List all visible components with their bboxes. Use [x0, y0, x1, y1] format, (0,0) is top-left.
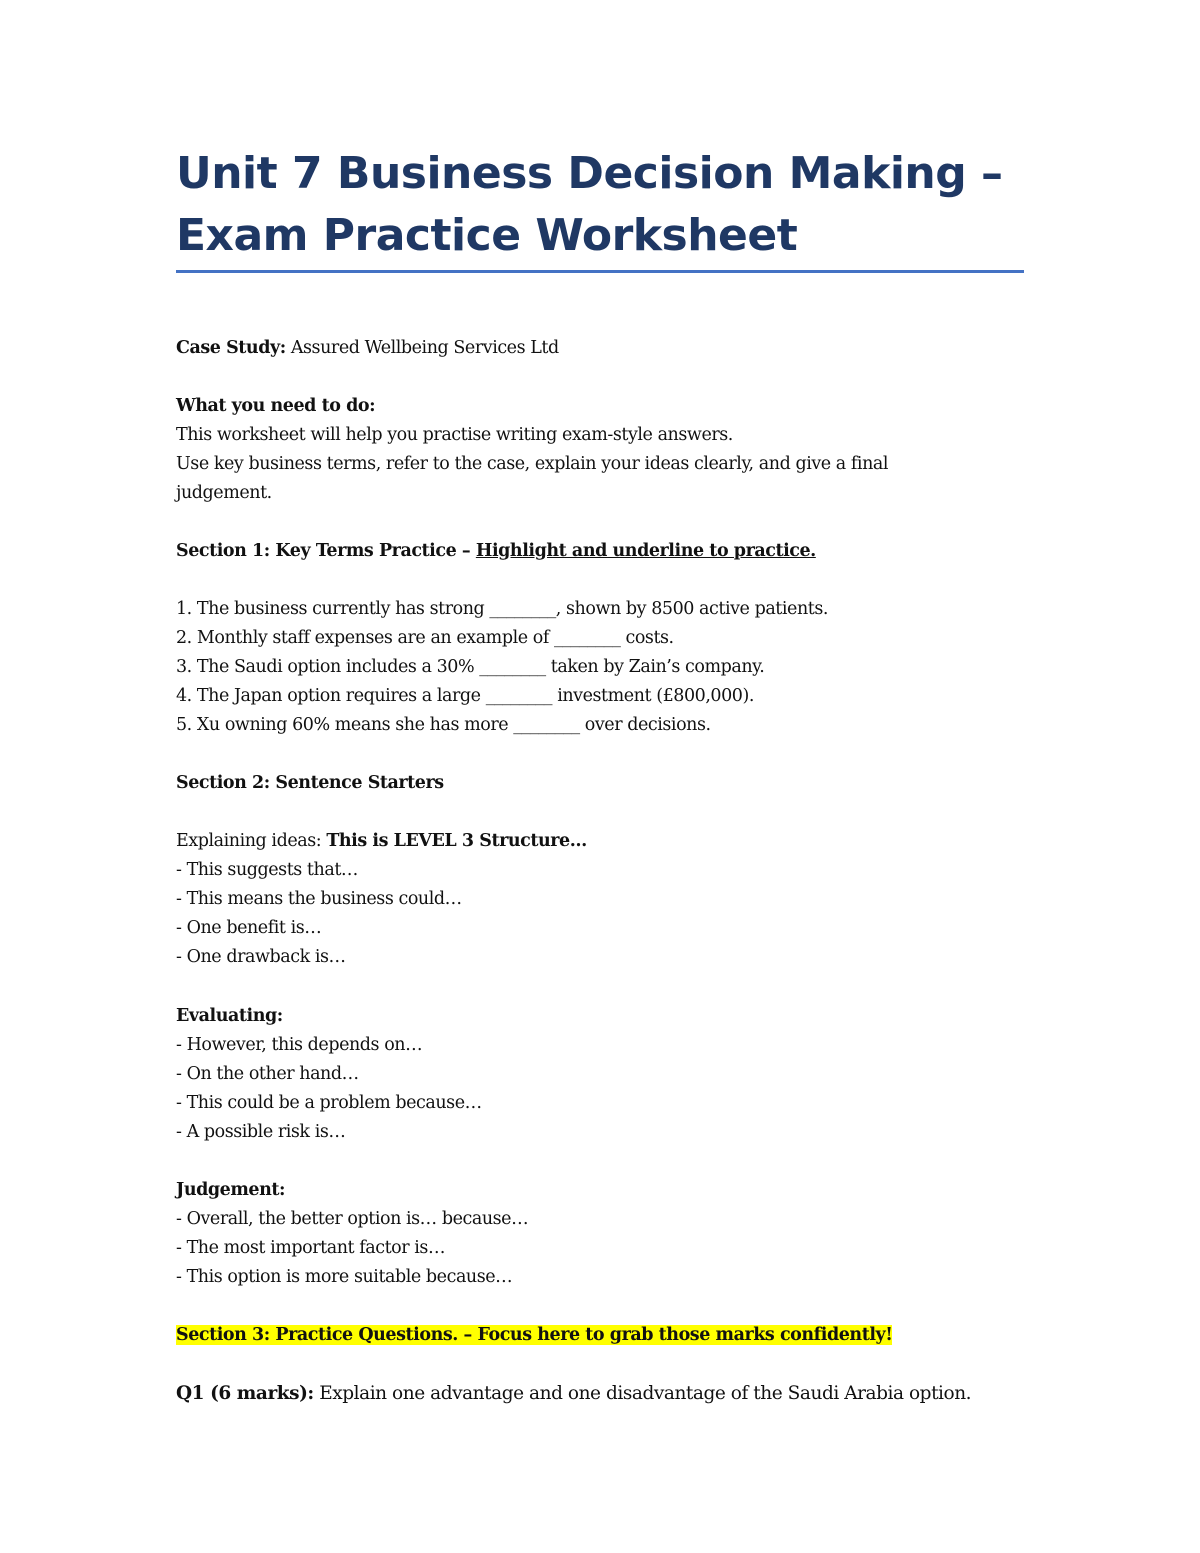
evaluating-block: [176, 1002, 1036, 1147]
section1-underlined-instruction: Highlight and underline to practice.: [475, 541, 816, 561]
explaining-bold-note: This is LEVEL 3 Structure…: [326, 831, 587, 851]
question-1-text: Explain one advantage and one disadvantage of the Saudi Arabia option.: [313, 1383, 972, 1404]
section2-title: Section 2: Sentence Starters: [176, 773, 444, 793]
judgement-block: [176, 1176, 1036, 1292]
key-term-item: 2. Monthly staff expenses are an example of ________ costs.: [176, 628, 674, 648]
title-divider: [176, 270, 1024, 273]
judgement-heading: Judgement:: [176, 1180, 286, 1200]
section1-title: Section 1: Key Terms Practice –: [176, 541, 476, 561]
page-title-line-1: Unit 7 Business Decision Making –: [176, 148, 1003, 199]
explaining-label: Explaining ideas:: [176, 831, 327, 851]
starter-item: - On the other hand…: [176, 1064, 359, 1084]
starter-item: - This means the business could…: [176, 889, 462, 909]
starter-item: - This could be a problem because…: [176, 1093, 482, 1113]
key-term-item: 4. The Japan option requires a large ________ investment (£800,000).: [176, 686, 754, 706]
section3-title: Section 3: Practice Questions. – Focus here to grab those marks confidently!: [176, 1325, 893, 1345]
instructions-line: Use key business terms, refer to the case, explain your ideas clearly, and give a final: [176, 454, 889, 474]
starter-item: - However, this depends on…: [176, 1035, 423, 1055]
starter-item: - A possible risk is…: [176, 1122, 346, 1142]
instructions-block: [176, 392, 1036, 508]
section1-items: [176, 595, 1036, 740]
explaining-block: [176, 827, 1036, 972]
starter-item: - One drawback is…: [176, 947, 346, 967]
case-study-line: [176, 334, 1036, 363]
question-1: [176, 1379, 1036, 1408]
section1-heading: [176, 537, 1036, 566]
key-term-item: 3. The Saudi option includes a 30% ________ taken by Zain’s company.: [176, 657, 765, 677]
case-study-label: Case Study:: [176, 338, 286, 358]
section3-heading: [176, 1321, 1036, 1350]
instructions-heading: What you need to do:: [176, 396, 376, 416]
section2-heading: [176, 769, 1036, 798]
starter-item: - This suggests that…: [176, 860, 358, 880]
starter-item: - The most important factor is…: [176, 1238, 446, 1258]
evaluating-heading: Evaluating:: [176, 1006, 283, 1026]
case-study-value: Assured Wellbeing Services Ltd: [285, 338, 559, 358]
page-title: [176, 143, 1024, 267]
key-term-item: 1. The business currently has strong ________, shown by 8500 active patients.: [176, 599, 828, 619]
key-term-item: 5. Xu owning 60% means she has more ________ over decisions.: [176, 715, 711, 735]
instructions-line: judgement.: [176, 483, 272, 503]
starter-item: - Overall, the better option is… because…: [176, 1209, 529, 1229]
instructions-line: This worksheet will help you practise writing exam-style answers.: [176, 425, 733, 445]
starter-item: - One benefit is…: [176, 918, 322, 938]
page-title-line-2: Exam Practice Worksheet: [176, 210, 798, 261]
question-1-label: Q1 (6 marks):: [176, 1383, 314, 1404]
explaining-heading: [176, 827, 1036, 856]
starter-item: - This option is more suitable because…: [176, 1267, 513, 1287]
